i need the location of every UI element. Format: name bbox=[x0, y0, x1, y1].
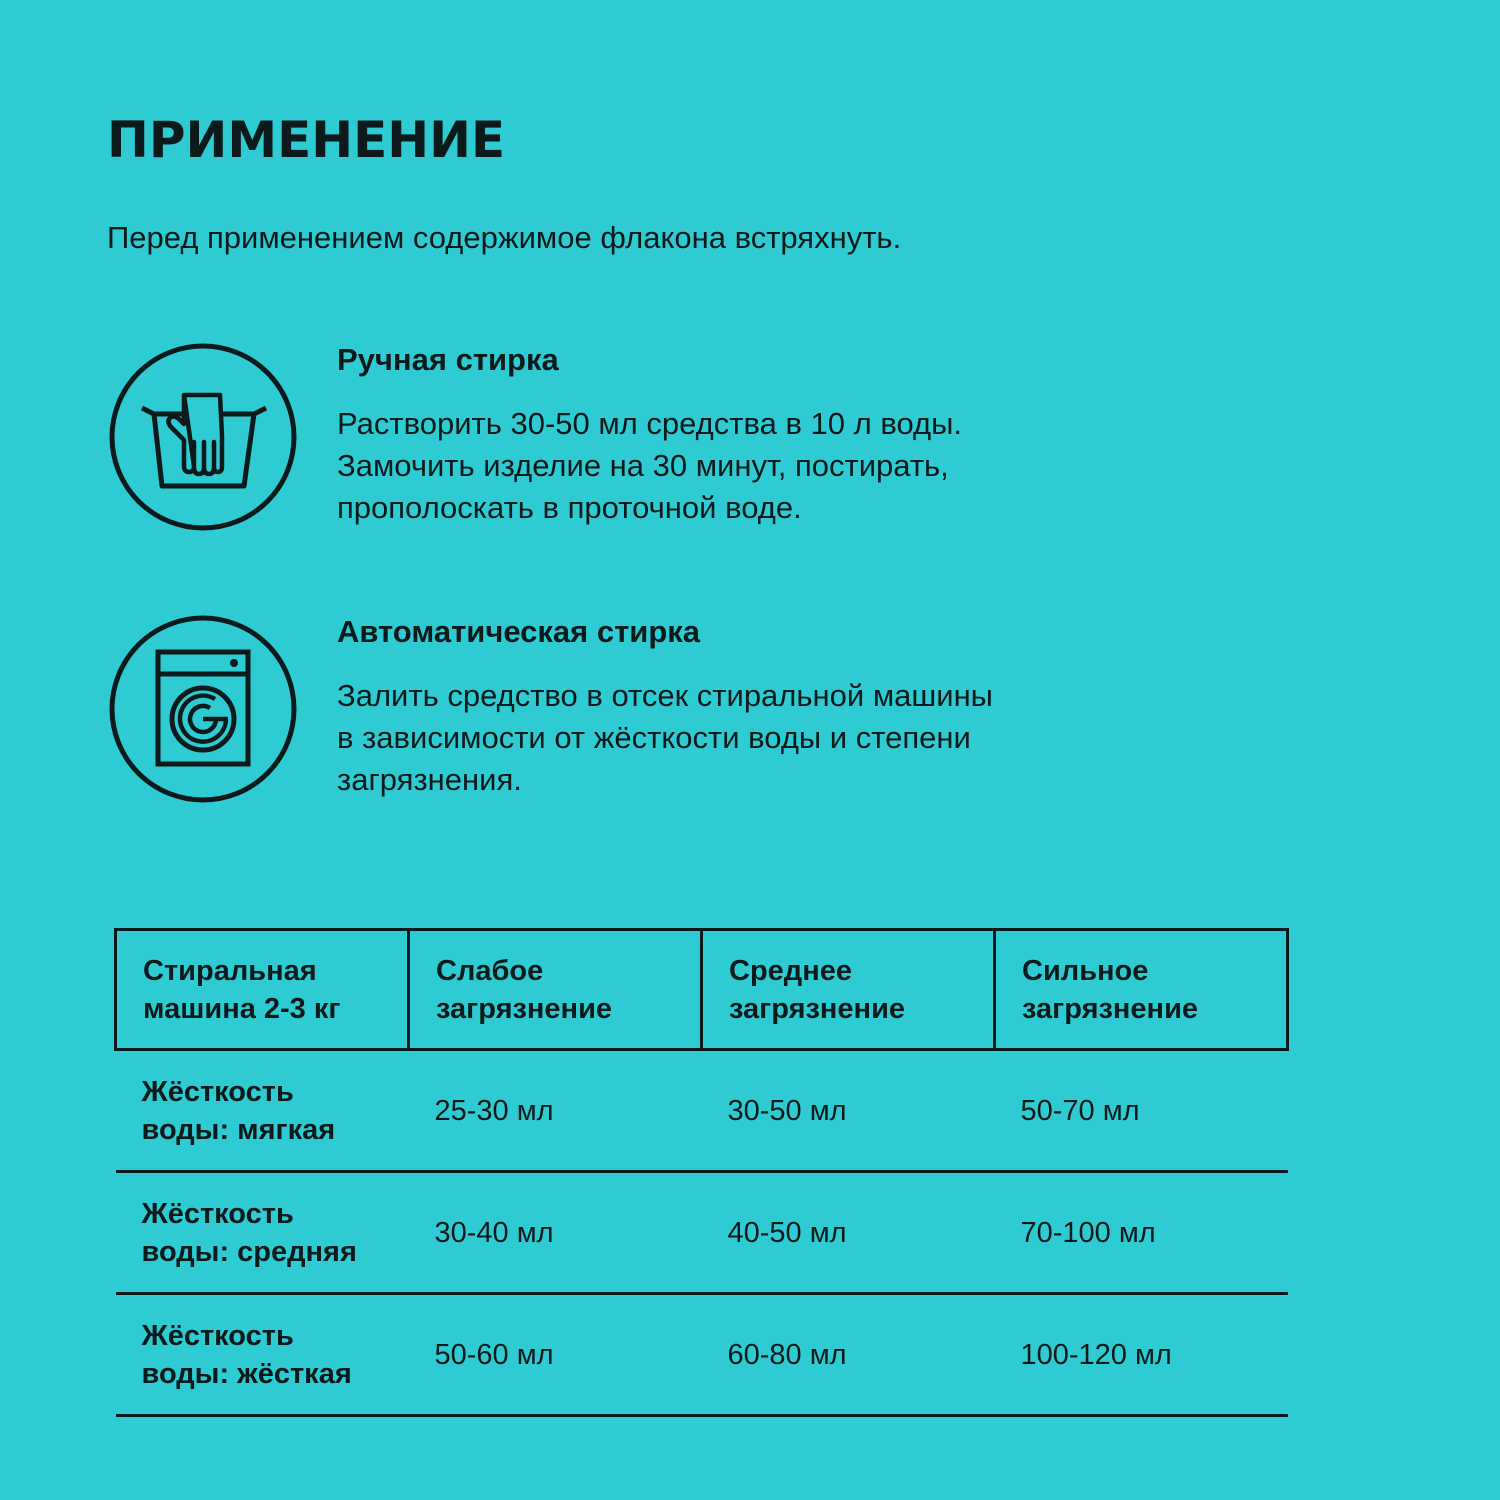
row-label-soft: Жёсткость воды: мягкая bbox=[116, 1050, 409, 1172]
table-cell: 25-30 мл bbox=[409, 1050, 702, 1172]
table-row bbox=[116, 1294, 1288, 1416]
header-light-soil: Слабое загрязнение bbox=[409, 930, 702, 1050]
table-row bbox=[116, 1172, 1288, 1294]
intro-text: Перед применением содержимое флакона встряхнуть. bbox=[107, 220, 902, 255]
table-cell: 70-100 мл bbox=[995, 1172, 1288, 1294]
table-cell: 60-80 мл bbox=[702, 1294, 995, 1416]
table-cell: 40-50 мл bbox=[702, 1172, 995, 1294]
header-machine-load: Стиральная машина 2-3 кг bbox=[116, 930, 409, 1050]
hand-wash-heading: Ручная стирка bbox=[337, 342, 559, 377]
table-cell: 50-60 мл bbox=[409, 1294, 702, 1416]
washing-machine-icon bbox=[108, 614, 298, 804]
page-title: ПРИМЕНЕНИЕ bbox=[107, 111, 506, 169]
table-cell: 30-50 мл bbox=[702, 1050, 995, 1172]
dosage-table bbox=[114, 928, 1289, 1417]
machine-wash-heading: Автоматическая стирка bbox=[337, 614, 701, 649]
header-medium-soil: Среднее загрязнение bbox=[702, 930, 995, 1050]
hand-wash-text: Растворить 30-50 мл средства в 10 л воды. Замочить изделие на 30 минут, постирать, прополоскать в проточной воде. bbox=[337, 406, 962, 525]
table-cell: 100-120 мл bbox=[995, 1294, 1288, 1416]
row-label-medium: Жёсткость воды: средняя bbox=[116, 1172, 409, 1294]
table-header-row bbox=[116, 930, 1288, 1050]
machine-wash-text: Залить средство в отсек стиральной машины в зависимости от жёсткости воды и степени загрязнения. bbox=[337, 678, 993, 797]
row-label-hard: Жёсткость воды: жёсткая bbox=[116, 1294, 409, 1416]
header-heavy-soil: Сильное загрязнение bbox=[995, 930, 1288, 1050]
hand-wash-icon bbox=[108, 342, 298, 532]
table-row bbox=[116, 1050, 1288, 1172]
table-cell: 50-70 мл bbox=[995, 1050, 1288, 1172]
table-cell: 30-40 мл bbox=[409, 1172, 702, 1294]
